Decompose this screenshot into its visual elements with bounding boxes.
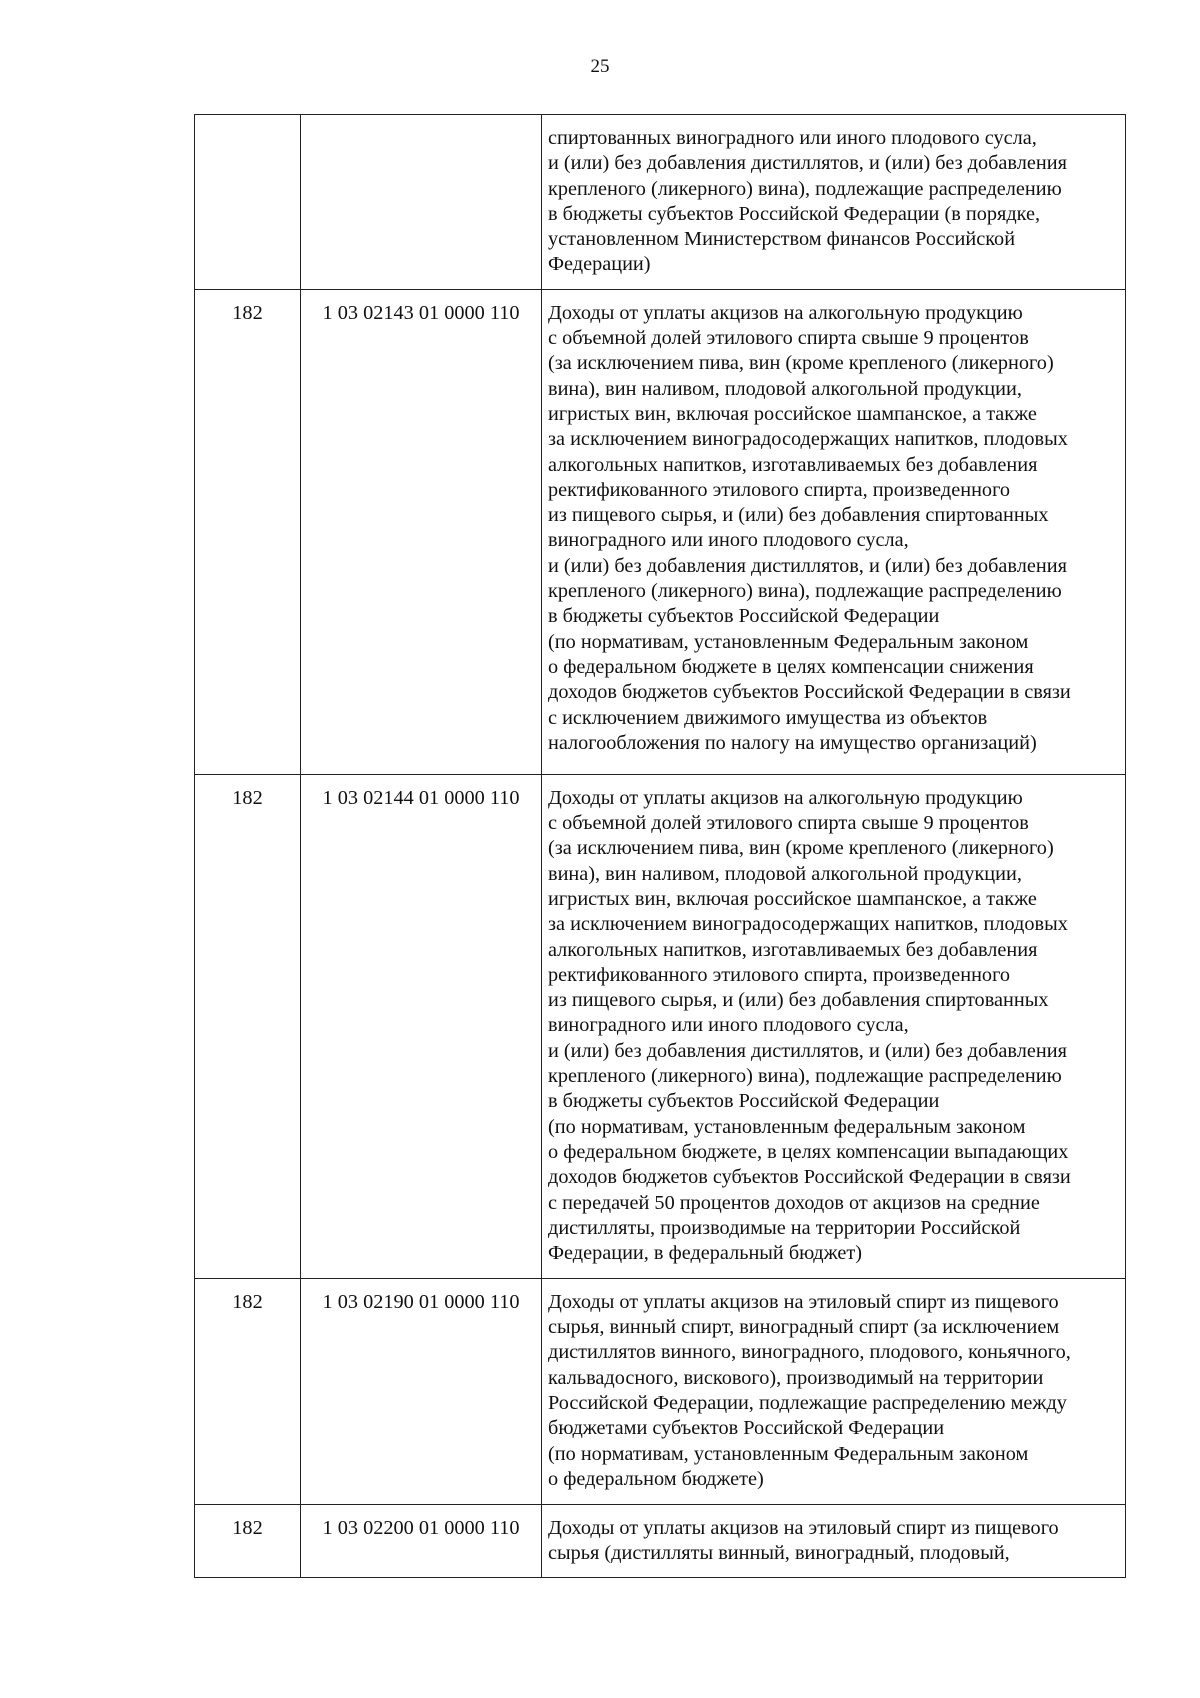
description-line: Федерации) <box>548 253 651 276</box>
description-cell <box>542 1278 1126 1504</box>
description-line: в бюджеты субъектов Российской Федерации <box>548 605 940 628</box>
description-line: доходов бюджетов субъектов Российской Федерации в связи <box>548 681 1071 704</box>
description-line: о федеральном бюджете) <box>548 1467 764 1490</box>
description-line: виноградного или иного плодового сусла, <box>548 1014 909 1037</box>
table-row <box>195 1278 1126 1504</box>
description-line: ректификованного этилового спирта, произведенного <box>548 478 1011 501</box>
admin-code-cell: 182 <box>195 1504 301 1578</box>
description-line: из пищевого сырья, и (или) без добавления спиртованных <box>548 504 1049 527</box>
description-line: игристых вин, включая российское шампанское, а также <box>548 402 1037 425</box>
budget-code-cell: 1 03 02144 01 0000 110 <box>301 774 542 1278</box>
admin-code-cell <box>195 115 301 290</box>
budget-classification-table <box>194 114 1126 1578</box>
description-line: сырья (дистилляты винный, виноградный, плодовый, <box>548 1542 1010 1565</box>
description-line: спиртованных виноградного или иного плодового сусла, <box>548 127 1037 149</box>
description-line: с исключением движимого имущества из объектов <box>548 706 988 729</box>
description-line: (по нормативам, установленным Федеральным законом <box>548 630 1029 653</box>
description-line: Доходы от уплаты акцизов на этиловый спирт из пищевого <box>548 1516 1059 1539</box>
page-number: 25 <box>590 56 610 77</box>
budget-code-cell: 1 03 02190 01 0000 110 <box>301 1278 542 1504</box>
table-row <box>195 115 1126 290</box>
description-line: вина), вин наливом, плодовой алкогольной продукции, <box>548 862 1022 885</box>
description-line: игристых вин, включая российское шампанское, а также <box>548 887 1037 910</box>
budget-code-cell: 1 03 02200 01 0000 110 <box>301 1504 542 1578</box>
description-line: Федерации, в федеральный бюджет) <box>548 1242 862 1265</box>
description-line: (по нормативам, установленным федеральным законом <box>548 1115 1026 1138</box>
description-line: (за исключением пива, вин (кроме крепленого (ликерного) <box>548 352 1054 375</box>
description-cell <box>542 1504 1126 1578</box>
description-line: ректификованного этилового спирта, произведенного <box>548 963 1011 986</box>
table-body <box>195 115 1126 1578</box>
description-line: о федеральном бюджете, в целях компенсации выпадающих <box>548 1140 1069 1163</box>
description-line: (по нормативам, установленным Федеральным законом <box>548 1442 1029 1465</box>
description-line: с объемной долей этилового спирта свыше 9 процентов <box>548 327 1029 350</box>
description-line: из пищевого сырья, и (или) без добавления спиртованных <box>548 989 1049 1012</box>
description-line: за исключением виноградосодержащих напитков, плодовых <box>548 428 1068 451</box>
table-row <box>195 1504 1126 1578</box>
description-line: Доходы от уплаты акцизов на этиловый спирт из пищевого <box>548 1290 1059 1313</box>
description-line: и (или) без добавления дистиллятов, и (или) без добавления <box>548 152 1067 175</box>
description-line: (за исключением пива, вин (кроме крепленого (ликерного) <box>548 837 1054 860</box>
description-line: установленном Министерством финансов Российской <box>548 228 1016 251</box>
description-line: алкогольных напитков, изготавливаемых без добавления <box>548 453 1038 476</box>
admin-code-cell: 182 <box>195 774 301 1278</box>
description-cell <box>542 115 1126 290</box>
description-line: алкогольных напитков, изготавливаемых без добавления <box>548 938 1038 961</box>
table-row <box>195 289 1126 774</box>
description-line: Доходы от уплаты акцизов на алкогольную продукцию <box>548 301 1023 324</box>
admin-code-cell: 182 <box>195 1278 301 1504</box>
description-line: бюджетами субъектов Российской Федерации <box>548 1417 945 1440</box>
description-line: крепленого (ликерного) вина), подлежащие распределению <box>548 1065 1062 1088</box>
description-line: вина), вин наливом, плодовой алкогольной продукции, <box>548 377 1022 400</box>
description-line: Российской Федерации, подлежащие распределению между <box>548 1391 1067 1414</box>
description-line: сырья, винный спирт, виноградный спирт (за исключением <box>548 1316 1060 1339</box>
description-cell <box>542 289 1126 774</box>
table-row <box>195 774 1126 1278</box>
budget-code-cell: 1 03 02143 01 0000 110 <box>301 289 542 774</box>
description-line: дистилляты, производимые на территории Российской <box>548 1216 1021 1239</box>
description-line: за исключением виноградосодержащих напитков, плодовых <box>548 913 1068 936</box>
description-line: с объемной долей этилового спирта свыше 9 процентов <box>548 812 1029 835</box>
description-line: с передачей 50 процентов доходов от акцизов на средние <box>548 1191 1040 1214</box>
description-line: в бюджеты субъектов Российской Федерации (в порядке, <box>548 202 1041 225</box>
description-line: в бюджеты субъектов Российской Федерации <box>548 1090 940 1113</box>
budget-code-cell <box>301 115 542 290</box>
description-line: и (или) без добавления дистиллятов, и (или) без добавления <box>548 554 1067 577</box>
description-line: о федеральном бюджете в целях компенсации снижения <box>548 655 1034 678</box>
description-line: доходов бюджетов субъектов Российской Федерации в связи <box>548 1166 1071 1189</box>
description-line: Доходы от уплаты акцизов на алкогольную продукцию <box>548 786 1023 809</box>
description-line: крепленого (ликерного) вина), подлежащие распределению <box>548 177 1062 200</box>
description-cell <box>542 774 1126 1278</box>
description-line: дистиллятов винного, виноградного, плодового, коньячного, <box>548 1341 1071 1364</box>
description-line: крепленого (ликерного) вина), подлежащие распределению <box>548 580 1062 603</box>
description-line: налогообложения по налогу на имущество организаций) <box>548 731 1037 754</box>
admin-code-cell: 182 <box>195 289 301 774</box>
description-line: виноградного или иного плодового сусла, <box>548 529 909 552</box>
description-line: кальвадосного, вискового), производимый на территории <box>548 1366 1044 1389</box>
description-line: и (или) без добавления дистиллятов, и (или) без добавления <box>548 1039 1067 1062</box>
